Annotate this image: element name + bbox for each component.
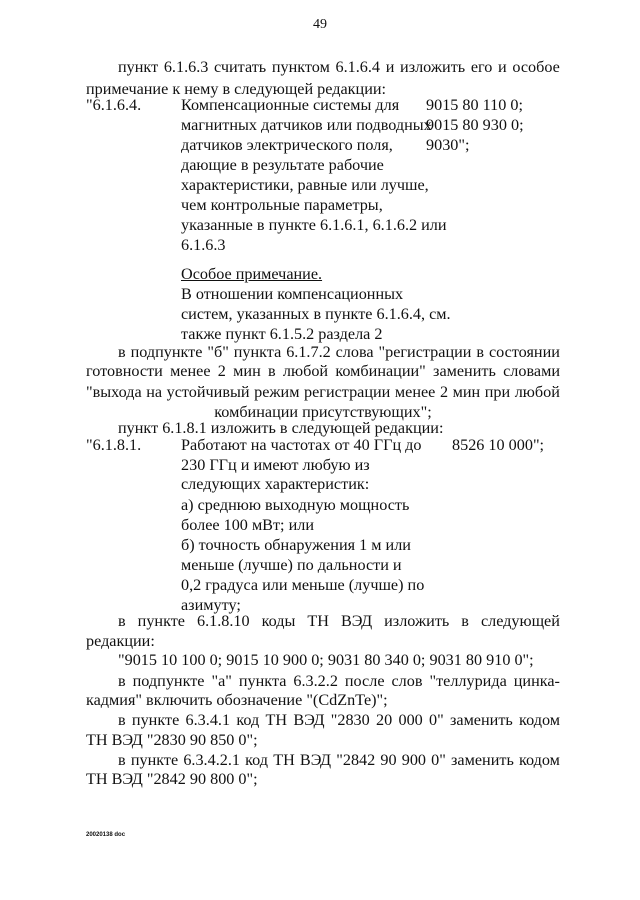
item-6164-line: 6.1.6.3 — [181, 236, 226, 254]
word: регистрации — [304, 383, 391, 401]
item-6181-line: а) среднюю выходную мощность — [181, 496, 410, 514]
word: подпункте — [132, 672, 205, 690]
word: кодом — [519, 711, 560, 729]
item-6164-line: датчиков электрического поля, — [181, 136, 393, 154]
word: заменить — [433, 362, 496, 380]
word: ТН — [265, 711, 288, 729]
word: при — [484, 383, 511, 401]
word: и — [385, 58, 395, 76]
word: и — [498, 58, 507, 76]
word: 6.1.7.2 — [286, 343, 331, 361]
para-6341-line1 — [118, 712, 560, 728]
word: 6.1.6.4 — [335, 58, 381, 76]
word: ТН — [307, 612, 329, 630]
special-note-title: Особое примечание. — [181, 265, 323, 283]
word: ВЭД — [340, 612, 373, 630]
word: пункта — [238, 672, 287, 690]
word: пункте — [137, 612, 185, 630]
word: пункте — [130, 751, 179, 769]
item-6181-line: азимуту; — [181, 596, 241, 614]
tn-ved-code: 9015 80 930 0; — [426, 116, 524, 134]
word: в — [118, 711, 126, 729]
word: кодом — [518, 751, 560, 769]
word: "теллурида — [429, 672, 507, 690]
word: любой — [514, 383, 560, 401]
item-6181-line: следующих характеристик: — [181, 475, 370, 493]
item-6181-line: меньше (лучше) по дальности и — [181, 556, 402, 574]
word: слова — [335, 343, 374, 361]
word: "выхода — [86, 383, 142, 401]
special-note-line: В отношении компенсационных — [181, 285, 404, 303]
para-61810-line1 — [118, 613, 560, 629]
word: ТН — [273, 751, 295, 769]
para-6172-line3 — [86, 384, 560, 400]
word: 6.1.8.10 — [197, 612, 250, 630]
word: 20 — [376, 711, 393, 729]
intro-6163-line2: примечание к нему в следующей редакции: — [86, 80, 387, 98]
word: любой — [282, 362, 329, 380]
word: 90 — [380, 751, 397, 769]
footer-doc-code: 20020138 doc — [86, 832, 126, 838]
item-number-6181: "6.1.8.1. — [86, 436, 142, 454]
page-number: 49 — [313, 17, 327, 32]
word: заменить — [449, 711, 513, 729]
word: в — [476, 343, 485, 361]
word: 0" — [431, 751, 446, 769]
item-6164-line: магнитных датчиков или подводных — [181, 116, 432, 134]
word: мин — [233, 362, 261, 380]
special-note-line: систем, указанных в пункте 6.1.6.4, см. — [181, 305, 451, 323]
word: менее — [170, 362, 211, 380]
word: 6.1.6.3 — [163, 58, 209, 76]
word: 900 — [401, 751, 427, 769]
word: подпункте — [130, 343, 203, 361]
word: устойчивый — [166, 383, 250, 401]
item-6164-line: указанные в пункте 6.1.6.1, 6.1.6.2 или — [181, 216, 447, 234]
para-63421-line1 — [118, 752, 560, 768]
word: 0" — [429, 711, 444, 729]
word: "2842 — [336, 751, 376, 769]
item-number-6164: "6.1.6.4. — [86, 96, 142, 114]
word: 000 — [398, 711, 423, 729]
item-6164-line: дающие в результате рабочие — [181, 156, 384, 174]
para-6172-line2 — [86, 363, 560, 379]
tn-ved-code: 9030"; — [426, 136, 470, 154]
word: цинка- — [513, 672, 560, 690]
word: словами — [503, 362, 560, 380]
word: ВЭД — [299, 751, 332, 769]
special-note-line: также пункт 6.1.5.2 раздела 2 — [181, 325, 383, 343]
item-6164-line: Компенсационные системы для — [181, 96, 400, 114]
para-6341-line2: ТН ВЭД "2830 90 850 0"; — [86, 731, 258, 749]
item-6181-line: 230 ГГц и имеют любую из — [181, 456, 370, 474]
word: после — [344, 672, 385, 690]
word: пункт — [118, 58, 159, 76]
para-6322-line2: кадмия" включить обозначение "(CdZnTe)"; — [86, 691, 388, 709]
word: 2 — [439, 383, 449, 401]
item-6164-line: чем контрольные параметры, — [181, 196, 383, 214]
para-6172-line1 — [118, 344, 560, 360]
word: "регистрации — [378, 343, 472, 361]
item-6181-line: более 100 мВт; или — [181, 516, 315, 534]
tn-ved-code: 9015 80 110 0; — [426, 96, 523, 114]
word: считать — [214, 58, 267, 76]
tn-ved-code: 8526 10 000"; — [452, 436, 545, 454]
word: в — [118, 343, 126, 361]
item-6181-line: Работают на частотах от 40 ГГц до — [181, 436, 422, 454]
word: код — [236, 711, 260, 729]
word: заменить — [451, 751, 514, 769]
word: менее — [394, 383, 436, 401]
word: код — [245, 751, 269, 769]
word: в — [118, 672, 126, 690]
word: следующей — [480, 612, 560, 630]
intro-6181: пункт 6.1.8.1 изложить в следующей редакции: — [118, 419, 444, 437]
word: режим — [254, 383, 300, 401]
word: в — [118, 751, 126, 769]
word: в — [118, 612, 126, 630]
word: пункта — [233, 343, 282, 361]
word: 2 — [217, 362, 226, 380]
word: состоянии — [488, 343, 560, 361]
word: его — [470, 58, 493, 76]
word: "а" — [211, 672, 232, 690]
word: ВЭД — [293, 711, 325, 729]
word: в — [461, 612, 469, 630]
word: 6.3.2.2 — [293, 672, 338, 690]
word: мин — [452, 383, 481, 401]
item-6181-line: б) точность обнаружения 1 м или — [181, 536, 411, 554]
para-63421-line2: ТН ВЭД "2842 90 800 0"; — [86, 770, 258, 788]
word: изложить — [400, 58, 466, 76]
word: коды — [261, 612, 296, 630]
para-6322-line1 — [118, 673, 560, 689]
word: пунктом — [271, 58, 330, 76]
word: пункте — [131, 711, 180, 729]
word: изложить — [384, 612, 450, 630]
word: в — [268, 362, 276, 380]
para-6172-line4: комбинации присутствующих"; — [214, 403, 432, 421]
word: на — [146, 383, 163, 401]
para-61810-line2: редакции: — [86, 632, 155, 650]
intro-6163-line1 — [118, 59, 560, 75]
word: слов — [391, 672, 423, 690]
item-6181-line: 0,2 градуса или меньше (лучше) по — [181, 576, 425, 594]
word: "б" — [207, 343, 229, 361]
word: готовности — [86, 362, 163, 380]
word: 6.3.4.2.1 — [183, 751, 240, 769]
word: особое — [512, 58, 560, 76]
para-61810-codes: "9015 10 100 0; 9015 10 900 0; 9031 80 340 0; 9031 80 910 0"; — [118, 651, 534, 669]
word: 6.3.4.1 — [185, 711, 231, 729]
word: комбинации" — [335, 362, 426, 380]
item-6164-line: характеристики, равные или лучше, — [181, 176, 429, 194]
word: "2830 — [330, 711, 370, 729]
